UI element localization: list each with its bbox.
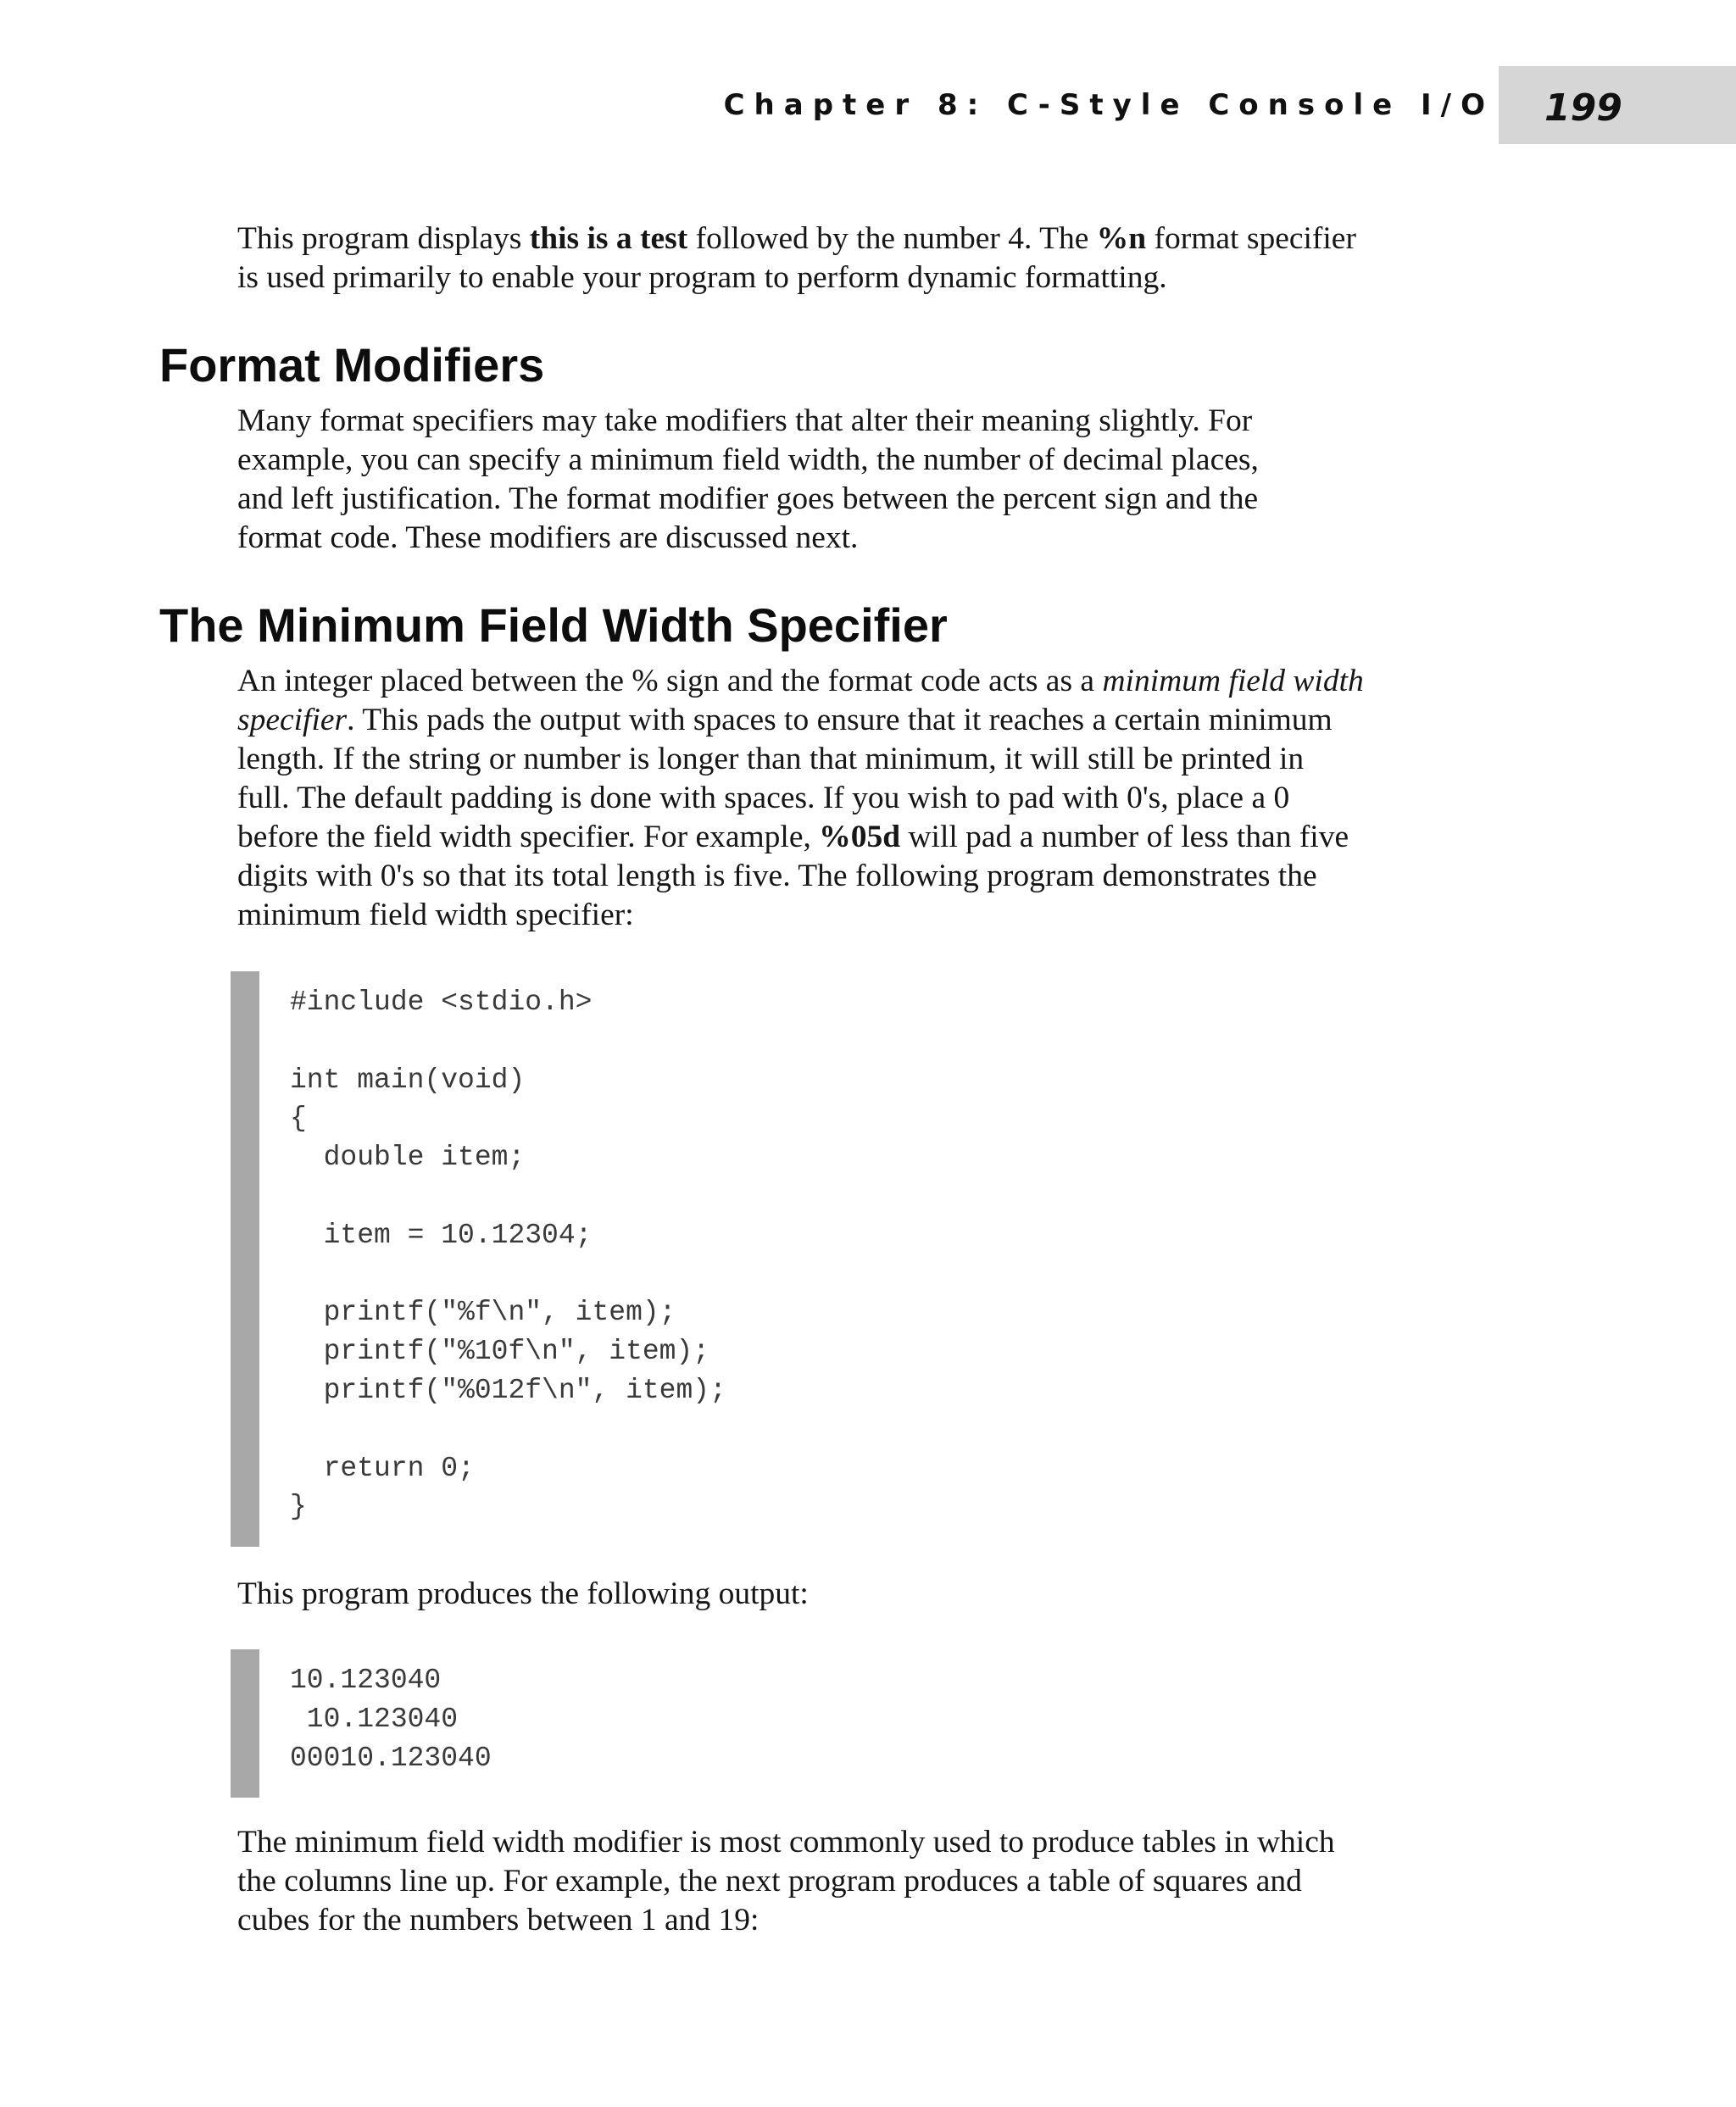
output-listing-bar	[231, 1649, 259, 1798]
page-number: 199	[1544, 86, 1622, 130]
code-line: printf("%10f\n", item);	[290, 1336, 710, 1368]
code-line	[290, 1410, 726, 1449]
output-line: 10.123040	[290, 1703, 459, 1735]
code-listing-bar	[231, 971, 259, 1547]
text-run: before the field width specifier. For example,	[237, 820, 820, 854]
code-line: printf("%f\n", item);	[290, 1297, 676, 1329]
output-line: 00010.123040	[290, 1742, 492, 1774]
output-intro	[237, 1575, 1492, 1614]
closing-paragraph	[237, 1823, 1492, 1940]
code-line: int main(void)	[290, 1064, 526, 1096]
bold-term: %05d	[819, 820, 901, 854]
text-run: followed by the number 4. The	[687, 221, 1097, 256]
text-run: An integer placed between the % sign and the format code acts as a	[237, 664, 1103, 698]
paragraph-line	[237, 818, 1492, 857]
paragraph-line: example, you can specify a minimum field width, the number of decimal places,	[237, 442, 1259, 477]
paragraph-line	[237, 701, 1492, 740]
code-line: double item;	[290, 1142, 526, 1174]
code-line: }	[290, 1491, 307, 1523]
intro-line-2: is used primarily to enable your program to perform dynamic formatting.	[237, 260, 1167, 295]
running-head: Chapter 8: C-Style Console I/O	[723, 88, 1494, 122]
paragraph-line: cubes for the numbers between 1 and 19:	[237, 1903, 760, 1937]
code-line: return 0;	[290, 1452, 475, 1484]
code-line: item = 10.12304;	[290, 1219, 593, 1251]
output-listing	[290, 1661, 492, 1777]
text-run: . This pads the output with spaces to ensure that it reaches a certain minimum	[347, 703, 1333, 737]
intro-paragraph	[237, 220, 1492, 297]
bold-term: this is a test	[529, 221, 688, 256]
heading-minimum-field-width: The Minimum Field Width Specifier	[159, 598, 948, 652]
italic-term: minimum field width	[1102, 664, 1364, 698]
paragraph-line	[237, 662, 1492, 701]
italic-term: specifier	[237, 703, 348, 737]
format-modifiers-paragraph	[237, 402, 1492, 558]
paragraph-line: format code. These modifiers are discussed next.	[237, 520, 859, 555]
code-line: printf("%012f\n", item);	[290, 1374, 726, 1406]
text-run: will pad a number of less than five	[900, 820, 1349, 854]
paragraph-line: The minimum field width modifier is most commonly used to produce tables in which	[237, 1825, 1335, 1860]
intro-line-1	[237, 220, 1492, 259]
paragraph-line: length. If the string or number is longer than that minimum, it will still be printed in	[237, 742, 1305, 776]
text-run: format specifier	[1146, 221, 1356, 256]
code-line	[290, 1022, 726, 1061]
paragraph-line: Many format specifiers may take modifiers that alter their meaning slightly. For	[237, 403, 1253, 438]
code-line: {	[290, 1103, 307, 1135]
output-line: 10.123040	[290, 1665, 442, 1696]
code-line	[290, 1255, 726, 1294]
text-run: This program displays	[237, 221, 530, 256]
paragraph-line: full. The default padding is done with spaces. If you wish to pad with 0's, place a 0	[237, 781, 1290, 815]
bold-term: %n	[1096, 221, 1147, 256]
minimum-field-width-paragraph	[237, 662, 1492, 935]
code-line	[290, 1177, 726, 1216]
code-listing	[290, 983, 726, 1526]
paragraph-line: This program produces the following output:	[237, 1576, 809, 1611]
heading-format-modifiers: Format Modifiers	[159, 338, 545, 392]
paragraph-line: the columns line up. For example, the next program produces a table of squares and	[237, 1864, 1302, 1899]
paragraph-line: and left justification. The format modifier goes between the percent sign and the	[237, 481, 1259, 516]
paragraph-line: minimum field width specifier:	[237, 898, 634, 932]
paragraph-line: digits with 0's so that its total length is five. The following program demonstrates the	[237, 859, 1317, 893]
code-line: #include <stdio.h>	[290, 987, 593, 1018]
